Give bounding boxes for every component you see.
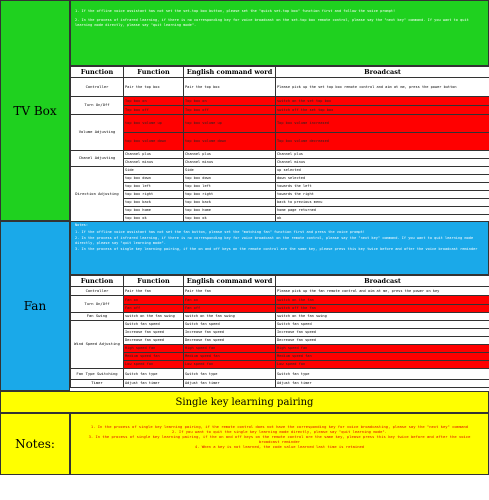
broadcast-cell: down selected [276,175,489,183]
table-row [71,353,489,361]
function-cell: Low speed fan [124,361,184,369]
group-label: Turn On/Off [71,97,124,115]
tv-header-0: Function [71,67,124,78]
command-cell: top box volume down [184,133,276,151]
command-cell: top box left [184,183,276,191]
function-cell: Pair the fan [124,287,184,296]
command-cell: Fan on [184,296,276,305]
command-cell: top box home [184,207,276,215]
broadcast-cell: switch on the fan [276,296,489,305]
command-cell: Decrease fan speed [184,337,276,345]
command-cell: top box down [184,175,276,183]
function-cell: Top box on [124,97,184,106]
table-row [71,183,489,191]
table-row [71,287,489,296]
table-row [71,191,489,199]
single-key-note-1: 1. In the process of single key learning pairing, if the remote control does not have the corresponding key for voice broadcasting, please say the "next key" command [90,424,469,429]
broadcast-cell: Channel plus [276,151,489,159]
command-cell: Switch fan speed [184,321,276,329]
function-cell: switch on the fan swing [124,313,184,321]
table-row [71,175,489,183]
command-cell: Fan off [184,305,276,313]
function-cell: Channel plus [124,151,184,159]
group-label: Controller [71,78,124,97]
function-cell: top box left [124,183,184,191]
fan-header-1: Function [124,276,184,287]
function-cell: Fan on [124,296,184,305]
table-row [71,305,489,313]
group-label: Controller [71,287,124,296]
broadcast-cell: Medium speed fan [276,353,489,361]
function-cell: top box home [124,207,184,215]
command-cell: top box ok [184,215,276,223]
single-key-title-bar [0,391,489,413]
table-row [71,159,489,167]
table-row [71,151,489,159]
broadcast-cell: Please pick up the fan remote control and aim at me, press the power on key [276,287,489,296]
single-key-title: Single key learning pairing [175,396,314,408]
tv-box-notes [70,0,489,66]
function-cell: top box back [124,199,184,207]
table-row [71,167,489,175]
table-row [71,345,489,353]
command-cell: Channel minus [184,159,276,167]
fan-note-3: 3. In the process of single key learning pairing, if the on and off keys on the remote control are the same key, please press this key twice before and after the voice broadcast reminder [75,247,478,252]
command-cell: top box right [184,191,276,199]
fan-notes [70,221,489,275]
broadcast-cell: switch on the set top box [276,97,489,106]
tv-box-table [70,66,489,223]
broadcast-cell: switch off the fan [276,305,489,313]
group-label: Volume Adjusting [71,115,124,151]
command-cell: Top box off [184,106,276,115]
tv-header-1: Function [124,67,184,78]
group-label: Direction Adjusting [71,167,124,223]
fan-header-2: English command word [184,276,276,287]
broadcast-cell: Decrease fan speed [276,337,489,345]
broadcast-cell: switch on the fan swing [276,313,489,321]
command-cell: High speed fan [184,345,276,353]
broadcast-cell: Increase fan speed [276,329,489,337]
broadcast-cell: Switch fan type [276,369,489,380]
broadcast-cell: Adjust fan timer [276,380,489,388]
broadcast-cell: Low speed fan [276,361,489,369]
function-cell: Top box off [124,106,184,115]
single-key-notes [70,413,489,475]
tv-note-1: 1. If the offline voice assistant has not set the set-top box button, please set the "quick set-top box" function first and follow the voice prompt! [75,9,396,13]
table-row [71,207,489,215]
function-cell: top box volume down [124,133,184,151]
fan-table [70,275,489,388]
tv-header-row [71,67,489,78]
broadcast-cell: Top box volume increased [276,115,489,133]
command-cell: top box back [184,199,276,207]
group-label: Fan Type Switching [71,369,124,380]
function-cell: Decrease fan speed [124,337,184,345]
function-cell: top box volume up [124,115,184,133]
command-cell: Medium speed fan [184,353,276,361]
tv-box-section [0,0,489,221]
table-row [71,337,489,345]
command-cell: Side [184,167,276,175]
function-cell: top box down [124,175,184,183]
broadcast-cell: High speed fan [276,345,489,353]
group-label: Fan Swing [71,313,124,321]
single-key-note-3: 3. In the process of single key learning pairing, if the on and off keys on the remote control are the same key, please press this key twice before and after the voice broadcast reminder [88,434,471,444]
table-row [71,329,489,337]
tv-box-label: TV Box [13,103,57,118]
fan-section [0,221,489,391]
group-label: Chanel Adjusting [71,151,124,167]
broadcast-cell: switch off the set top box [276,106,489,115]
command-cell: Channel plus [184,151,276,159]
function-cell: Adjust fan timer [124,380,184,388]
broadcast-cell: back to previous menu [276,199,489,207]
fan-note-2: 2. In the process of infrared learning, if there is no corresponding key for voice broadcast on the remote control, please say the "next key" command. If you want to quit learning mode directly, please say "quit learning mode". [75,236,474,245]
table-row [71,106,489,115]
table-row [71,321,489,329]
function-cell: Side [124,167,184,175]
tv-header-2: English command word [184,67,276,78]
command-cell: Pair the fan [184,287,276,296]
table-row [71,296,489,305]
function-cell: Fan off [124,305,184,313]
function-cell: top box right [124,191,184,199]
command-cell: Switch fan type [184,369,276,380]
broadcast-cell: Top box volume decreased [276,133,489,151]
command-cell: Pair the top box [184,78,276,97]
command-cell: Low speed fan [184,361,276,369]
command-cell: Top box on [184,97,276,106]
table-row [71,115,489,133]
command-cell: Adjust fan timer [184,380,276,388]
fan-header-0: Function [71,276,124,287]
table-row [71,369,489,380]
single-key-label-cell [0,413,70,475]
group-label: Wind Speed Adjusting [71,321,124,369]
broadcast-cell: Channel minus [276,159,489,167]
fan-header-3: Broadcast [276,276,489,287]
fan-category-cell [0,221,70,391]
group-label: Turn On/Off [71,296,124,313]
command-cell: Increase fan speed [184,329,276,337]
table-row [71,380,489,388]
table-row [71,313,489,321]
broadcast-cell: towards the right [276,191,489,199]
tv-box-category-cell [0,0,70,221]
broadcast-cell: up selected [276,167,489,175]
broadcast-cell: Switch fan speed [276,321,489,329]
fan-label: Fan [23,299,47,313]
table-row [71,97,489,106]
function-cell: Channel minus [124,159,184,167]
function-cell: Switch fan type [124,369,184,380]
broadcast-cell: towards the left [276,183,489,191]
function-cell: top box ok [124,215,184,223]
fan-note-1: 1. If the offline voice assistant has not set the fan button, please set the "matching fan" function first and press the voice prompt! [75,229,365,234]
command-cell: switch on the fan swing [184,313,276,321]
fan-header-row [71,276,489,287]
single-key-notes-label: Notes: [15,437,55,451]
table-row [71,199,489,207]
function-cell: Pair the top box [124,78,184,97]
broadcast-cell: Please pick up the set top box remote control and aim at me, press the power button [276,78,489,97]
fan-note-0: Notes: [75,223,88,227]
single-key-note-4: 4. When a key is not learned, the code value learned last time is retained [194,444,365,449]
function-cell: Switch fan speed [124,321,184,329]
single-key-note-2: 2. If you want to quit the single key learning mode directly, please say "quit learning mode". [172,429,387,434]
broadcast-cell: ok [276,215,489,223]
broadcast-cell: home page returned [276,207,489,215]
function-cell: High speed fan [124,345,184,353]
table-row [71,133,489,151]
group-label: Timer [71,380,124,388]
tv-note-2: 2. In the process of infrared learning, if there is no corresponding key for voice broadcast on the set-top box remote control, please say the "next key" command. If you want to quit learning mode directly, please say "quit learning mode". [75,17,469,27]
function-cell: Increase fan speed [124,329,184,337]
table-row [71,78,489,97]
tv-header-3: Broadcast [276,67,489,78]
function-cell: Medium speed fan [124,353,184,361]
table-row [71,361,489,369]
command-cell: top box volume up [184,115,276,133]
